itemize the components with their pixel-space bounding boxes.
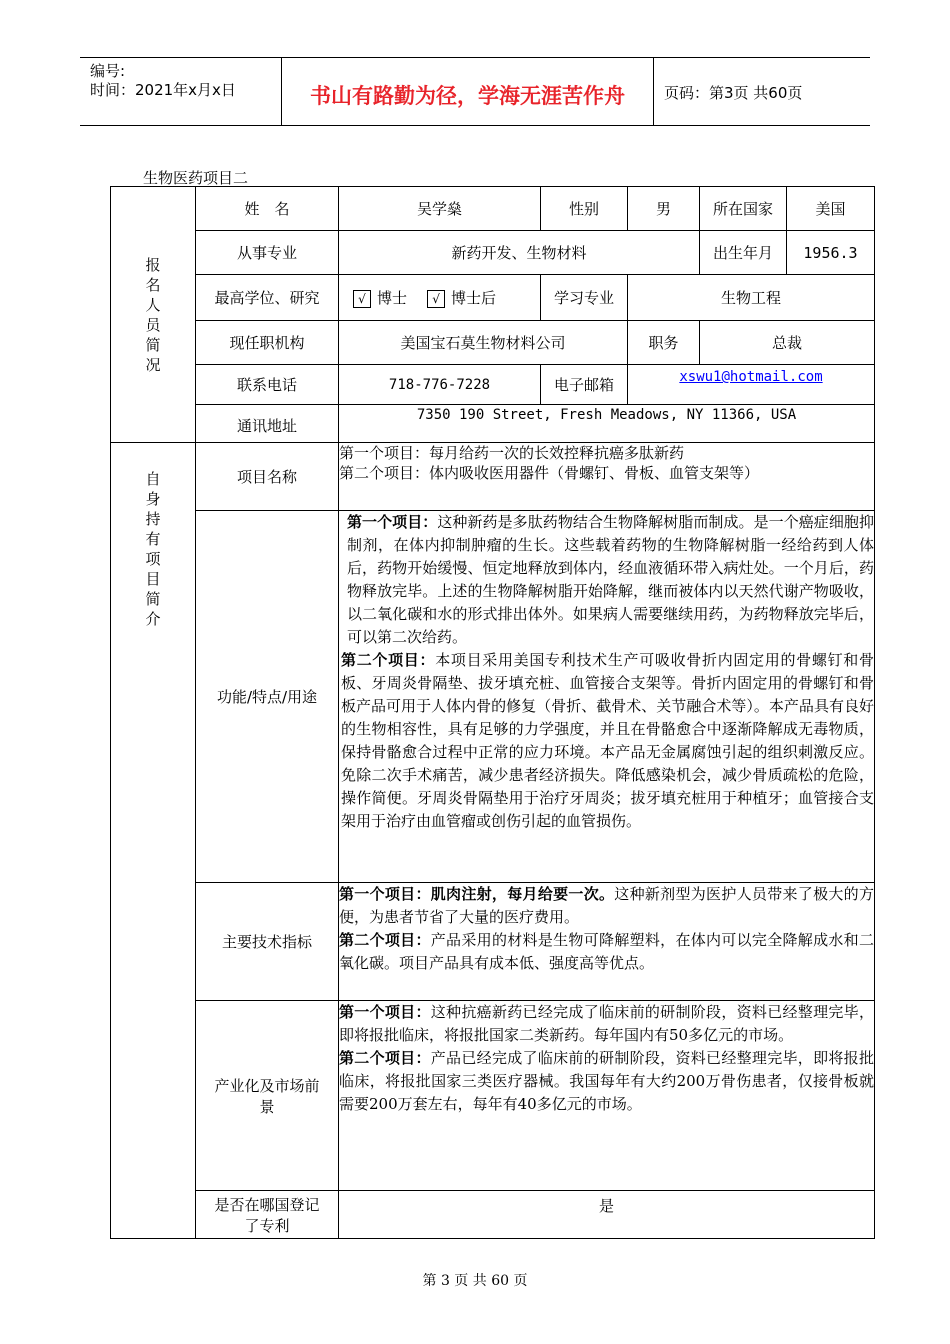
- personal-group-label: 报名人员简况: [111, 187, 196, 443]
- header-top-line: [80, 57, 870, 58]
- function-paragraph-1: [341, 511, 874, 649]
- header-motto: 书山有路勤为径，学海无涯苦作舟: [310, 84, 625, 108]
- market-value: [339, 1001, 875, 1191]
- market-label: 产业化及市场前景: [196, 1001, 339, 1191]
- function-value: [339, 511, 875, 883]
- position-value: 总裁: [700, 321, 875, 365]
- degree-checkbox-doctor[interactable]: √: [353, 290, 371, 308]
- function-label: 功能/特点/用途: [196, 511, 339, 883]
- tech-p2-text: 产品采用的材料是生物可降解塑料，在体内可以完全降解成水和二氧化碳。项目产品具有成本低、强度高等优点。: [339, 931, 874, 972]
- position-label: 职务: [628, 321, 700, 365]
- market-paragraph-2: [339, 1047, 874, 1116]
- name-value: 吴学燊: [339, 187, 541, 231]
- degree-options: [339, 275, 541, 321]
- function-p1-text: 这种新药是多肽药物结合生物降解树脂而制成。是一个癌症细胞抑制剂，在体内抑制肿瘤的生长。这些载着药物的生物降解树脂一经给药到人体后，药物开始缓慢、恒定地释放到体内，经血液循环带入病灶处。一个月后，药物释放完毕。上述的生物降解树脂开始降解，继而被体内以天然代谢产物吸收，以二氧化碳和水的形式排出体外。如果病人需要继续用药，为药物释放完毕后，可以第二次给药。: [347, 513, 874, 646]
- document-number-label: 编号:: [90, 62, 126, 80]
- patent-value: 是: [339, 1191, 875, 1239]
- function-p2-text: 本项目采用美国专利技术生产可吸收骨折内固定用的骨螺钉和骨板、牙周炎骨隔垫、拔牙填充桩、血管接合支架等。骨折内固定用的骨螺钉和骨板产品可用于人体内骨的修复（骨折、截骨术、关节融合术等）。本产品具有良好的生物相容性，具有足够的力学强度，并且在骨骼愈合中逐渐降解成无毒物质，保持骨骼愈合过程中正常的应力环境。本产品无金属腐蚀引起的组织刺激反应。免除二次手术痛苦，减少患者经济损失。降低感染机会，减少骨质疏松的危险，操作简便。牙周炎骨隔垫用于治疗牙周炎；拔牙填充桩用于种植牙；血管接合支架用于治疗由血管瘤或创伤引起的血管损伤。: [341, 651, 874, 830]
- market-p2-text: 产品已经完成了临床前的研制阶段，资料已经整理完毕，即将报批临床，将报批国家三类医疗器械。我国每年有大约200万骨伤患者，仅接骨板就需要200万套左右，每年有40多亿元的市场。: [339, 1049, 874, 1113]
- employer-label: 现任职机构: [196, 321, 339, 365]
- header-divider-2: [653, 57, 654, 126]
- profession-value: 新药开发、生物材料: [339, 231, 700, 275]
- tech-paragraph-1: [339, 883, 874, 929]
- major-value: 生物工程: [628, 275, 875, 321]
- tech-value: [339, 883, 875, 1001]
- project-name-line1: 第一个项目：每月给药一次的长效控释抗癌多肽新药: [339, 444, 685, 462]
- tech-p1-text: 这种新剂型为医护人员带来了极大的方便，为患者节省了大量的医疗费用。: [339, 885, 874, 926]
- country-value: 美国: [787, 187, 875, 231]
- country-label: 所在国家: [700, 187, 787, 231]
- market-p1-text: 这种抗癌新药已经完成了临床前的研制阶段，资料已经整理完毕，即将报批临床，将报批国家二类新药。每年国内有50多亿元的市场。: [339, 1003, 874, 1044]
- degree-option-doctor: 博士: [377, 289, 408, 307]
- project-name-value: [339, 443, 875, 511]
- address-value: 7350 190 Street, Fresh Meadows, NY 11366, USA: [339, 405, 875, 443]
- function-p2-head: 第二个项目：: [341, 651, 436, 669]
- tech-p2-head: 第二个项目：: [339, 931, 431, 949]
- tech-p1-head: 第一个项目：肌肉注射，每月给要一次。: [339, 885, 615, 903]
- profession-label: 从事专业: [196, 231, 339, 275]
- gender-value: 男: [628, 187, 700, 231]
- header-bottom-line: [80, 125, 870, 126]
- email-cell: [628, 365, 875, 405]
- birth-value: 1956.3: [787, 231, 875, 275]
- project-group-label: 自身持有项目简介: [111, 443, 196, 1239]
- phone-label: 联系电话: [196, 365, 339, 405]
- address-label: 通讯地址: [196, 405, 339, 443]
- employer-value: 美国宝石莫生物材料公司: [339, 321, 628, 365]
- footer-page-number: 第 3 页 共 60 页: [422, 1273, 528, 1289]
- project-name-label: 项目名称: [196, 443, 339, 511]
- market-p2-head: 第二个项目：: [339, 1049, 431, 1067]
- degree-label: 最高学位、研究: [196, 275, 339, 321]
- tech-paragraph-2: [339, 929, 874, 975]
- patent-label: 是否在哪国登记了专利: [196, 1191, 339, 1239]
- birth-label: 出生年月: [700, 231, 787, 275]
- section-title: 生物医药项目二: [143, 169, 249, 187]
- function-p1-head: 第一个项目：: [347, 513, 438, 531]
- market-paragraph-1: [339, 1001, 874, 1047]
- tech-label: 主要技术指标: [196, 883, 339, 1001]
- application-form-table: [110, 186, 875, 1239]
- market-p1-head: 第一个项目：: [339, 1003, 431, 1021]
- degree-option-postdoc: 博士后: [451, 289, 497, 307]
- major-label: 学习专业: [541, 275, 628, 321]
- phone-value: 718-776-7228: [339, 365, 541, 405]
- function-paragraph-2: [341, 649, 874, 833]
- gender-label: 性别: [541, 187, 628, 231]
- email-link[interactable]: xswu1@hotmail.com: [679, 369, 823, 385]
- name-label: 姓 名: [196, 187, 339, 231]
- email-label: 电子邮箱: [541, 365, 628, 405]
- header-page-info: 页码：第3页 共60页: [664, 84, 803, 102]
- document-time: 时间：2021年x月x日: [90, 81, 236, 99]
- degree-checkbox-postdoc[interactable]: √: [427, 290, 445, 308]
- project-name-line2: 第二个项目：体内吸收医用器件（骨螺钉、骨板、血管支架等）: [339, 464, 760, 482]
